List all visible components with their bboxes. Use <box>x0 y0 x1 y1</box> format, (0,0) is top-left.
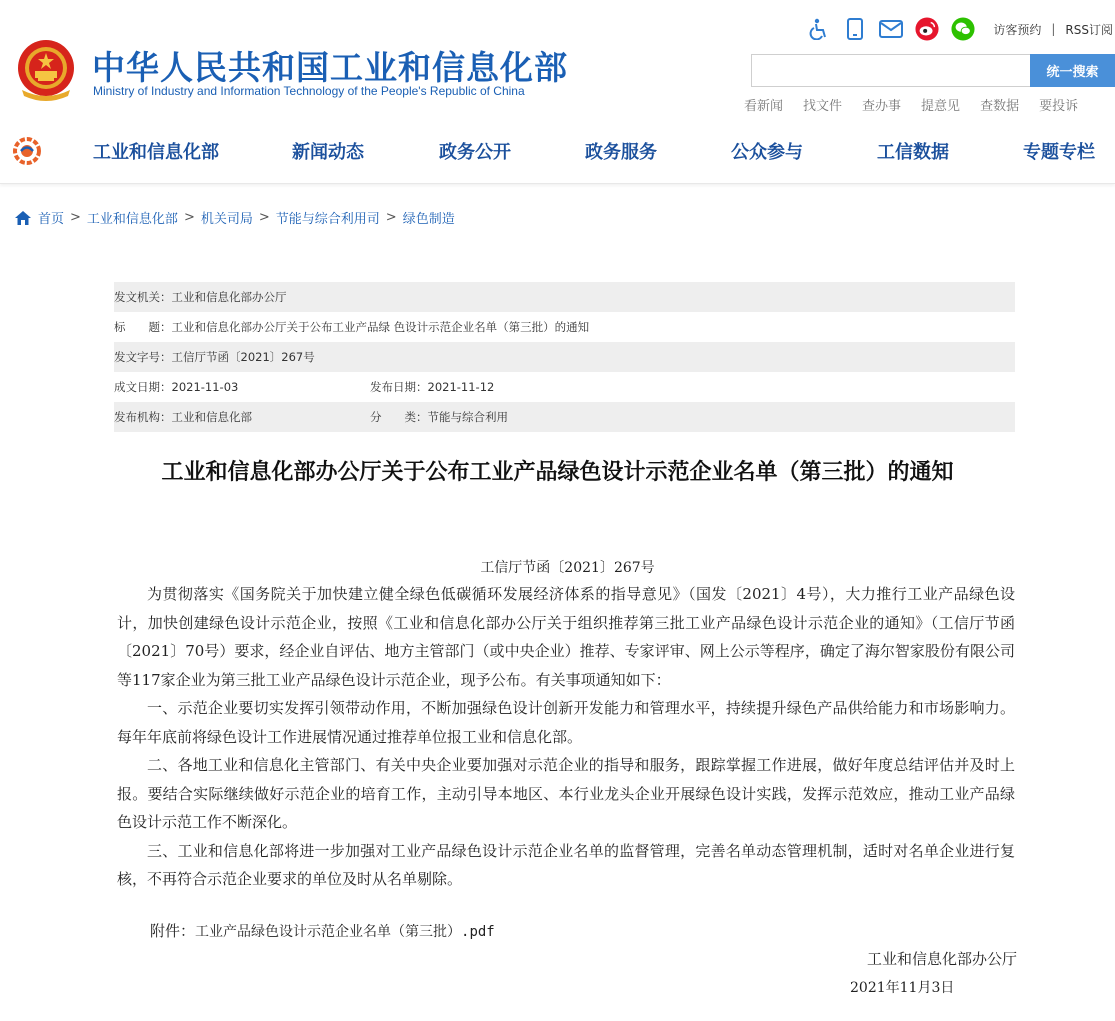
nav-item-services[interactable]: 政务服务 <box>585 142 657 163</box>
national-emblem-icon <box>14 38 78 104</box>
meta-org-cell <box>114 409 370 425</box>
article-paragraph: 二、各地工业和信息化主管部门、有关中央企业要加强对示范企业的指导和服务，跟踪掌握工作进展，做好年度总结评估并及时上报。要结合实际继续做好示范企业的培育工作，主动引导本地区、本行业龙头企业开展绿色设计实践，发挥示范效应，推动工业产品绿色设计示范工作不断深化。 <box>117 756 1015 831</box>
meta-doc-number-value: 工信厅节函〔2021〕267号 <box>171 350 315 364</box>
meta-row-title <box>114 312 1015 342</box>
meta-title-label: 标 题： <box>114 320 172 334</box>
site-title[interactable]: 中华人民共和国工业和信息化部 <box>92 48 568 87</box>
quick-link-feedback[interactable]: 提意见 <box>921 99 961 114</box>
meta-issuer-label: 发文机关： <box>114 290 172 304</box>
meta-row-dates <box>114 372 1015 402</box>
meta-title-value: 工业和信息化部办公厅关于公布工业产品绿 色设计示范企业名单（第三批）的通知 <box>171 320 590 334</box>
quick-link-news[interactable]: 看新闻 <box>744 99 784 114</box>
breadcrumb-separator: > <box>385 210 397 225</box>
breadcrumb-separator: > <box>258 210 270 225</box>
mail-icon[interactable] <box>879 17 903 41</box>
search-input[interactable] <box>752 55 1031 86</box>
meta-issuer-value: 工业和信息化部办公厅 <box>171 290 287 304</box>
article-paragraph: 三、工业和信息化部将进一步加强对工业产品绿色设计示范企业名单的监督管理，完善名单动态管理机制，适时对名单企业进行复核，不再符合示范企业要求的单位及时从名单剔除。 <box>117 841 1015 888</box>
meta-created-value: 2021-11-03 <box>171 380 239 394</box>
nav-item-ministry[interactable]: 工业和信息化部 <box>93 142 219 163</box>
meta-doc-number-label: 发文字号： <box>114 350 172 364</box>
signature-date: 2021年11月3日 <box>850 980 955 996</box>
breadcrumb-green-manufacturing[interactable]: 绿色制造 <box>402 212 455 227</box>
breadcrumb-separator: > <box>70 210 81 225</box>
attachment-label: 附件： <box>150 922 196 940</box>
meta-category-cell <box>370 409 508 425</box>
breadcrumb-separator: > <box>183 210 195 225</box>
wechat-icon[interactable] <box>951 17 975 41</box>
meta-created-label: 成文日期： <box>114 380 172 394</box>
attachment-link[interactable]: 工业产品绿色设计示范企业名单（第三批）.pdf <box>195 924 495 940</box>
article-paragraph: 一、示范企业要切实发挥引领带动作用，不断加强绿色设计创新开发能力和管理水平，持续提升绿色产品供给能力和市场影响力。每年年底前将绿色设计工作进展情况通过推荐单位报工业和信息化部。 <box>117 699 1015 746</box>
meta-org-value: 工业和信息化部 <box>171 410 252 424</box>
weibo-icon[interactable] <box>915 17 939 41</box>
main-nav <box>0 120 1115 184</box>
quick-link-data[interactable]: 查数据 <box>980 99 1020 114</box>
meta-published-cell <box>370 379 494 395</box>
toolbar-separator: | <box>1051 22 1056 36</box>
signature-issuer: 工业和信息化部办公厅 <box>866 950 1017 968</box>
document-metadata <box>114 282 1015 432</box>
ministry-logo-icon <box>12 136 42 166</box>
home-icon[interactable] <box>14 210 32 226</box>
nav-item-gov-affairs[interactable]: 政务公开 <box>439 142 511 163</box>
site-header <box>0 0 1115 120</box>
meta-published-value: 2021-11-12 <box>427 380 495 394</box>
article-title: 工业和信息化部办公厅关于公布工业产品绿色设计示范企业名单（第三批）的通知 <box>161 460 954 485</box>
breadcrumb-ministry[interactable]: 工业和信息化部 <box>86 212 178 227</box>
breadcrumb <box>14 208 455 227</box>
search-box <box>751 54 1031 87</box>
visitor-appointment-link[interactable]: 访客预约 <box>993 22 1042 37</box>
quick-link-files[interactable]: 找文件 <box>803 99 843 114</box>
mobile-phone-icon[interactable] <box>843 17 867 41</box>
nav-item-news[interactable]: 新闻动态 <box>292 142 364 163</box>
breadcrumb-departments[interactable]: 机关司局 <box>200 212 253 227</box>
article-body <box>117 580 1015 894</box>
attachment <box>150 920 495 941</box>
article-doc-number: 工信厅节函〔2021〕267号 <box>480 560 655 576</box>
top-toolbar <box>807 14 1115 44</box>
nav-item-participation[interactable]: 公众参与 <box>731 142 803 163</box>
rss-link[interactable]: RSS订阅 <box>1065 22 1113 37</box>
quick-links <box>744 95 1098 114</box>
quick-link-services[interactable]: 查办事 <box>862 99 902 114</box>
accessibility-icon[interactable] <box>807 17 831 41</box>
meta-row-issuer <box>114 282 1015 312</box>
site-subtitle: Ministry of Industry and Information Technology of the People's Republic of China <box>93 84 525 98</box>
breadcrumb-home[interactable]: 首页 <box>38 212 65 227</box>
meta-row-doc-number <box>114 342 1015 372</box>
meta-row-org <box>114 402 1015 432</box>
nav-item-topics[interactable]: 专题专栏 <box>1023 142 1095 163</box>
breadcrumb-energy-dept[interactable]: 节能与综合利用司 <box>275 212 380 227</box>
meta-org-label: 发布机构： <box>114 410 172 424</box>
meta-category-label: 分 类： <box>370 410 428 424</box>
article-paragraph: 为贯彻落实《国务院关于加快建立健全绿色低碳循环发展经济体系的指导意见》（国发〔2021〕4号），大力推行工业产品绿色设计，加快创建绿色设计示范企业，按照《工业和信息化部办公厅关于组织推荐第三批工业产品绿色设计示范企业的通知》（工信厅节函〔2021〕70号）要求，经企业自评估、地方主管部门（或中央企业）推荐、专家评审、网上公示等程序，确定了海尔智家股份有限公司等117家企业为第三批工业产品绿色设计示范企业，现予公布。有关事项通知如下： <box>117 585 1015 689</box>
nav-item-data[interactable]: 工信数据 <box>877 142 949 163</box>
meta-category-value: 节能与综合利用 <box>427 410 508 424</box>
quick-link-complaint[interactable]: 要投诉 <box>1039 99 1079 114</box>
meta-published-label: 发布日期： <box>370 380 428 394</box>
meta-created-cell <box>114 379 370 395</box>
search-button[interactable]: 统一搜索 <box>1030 54 1115 87</box>
